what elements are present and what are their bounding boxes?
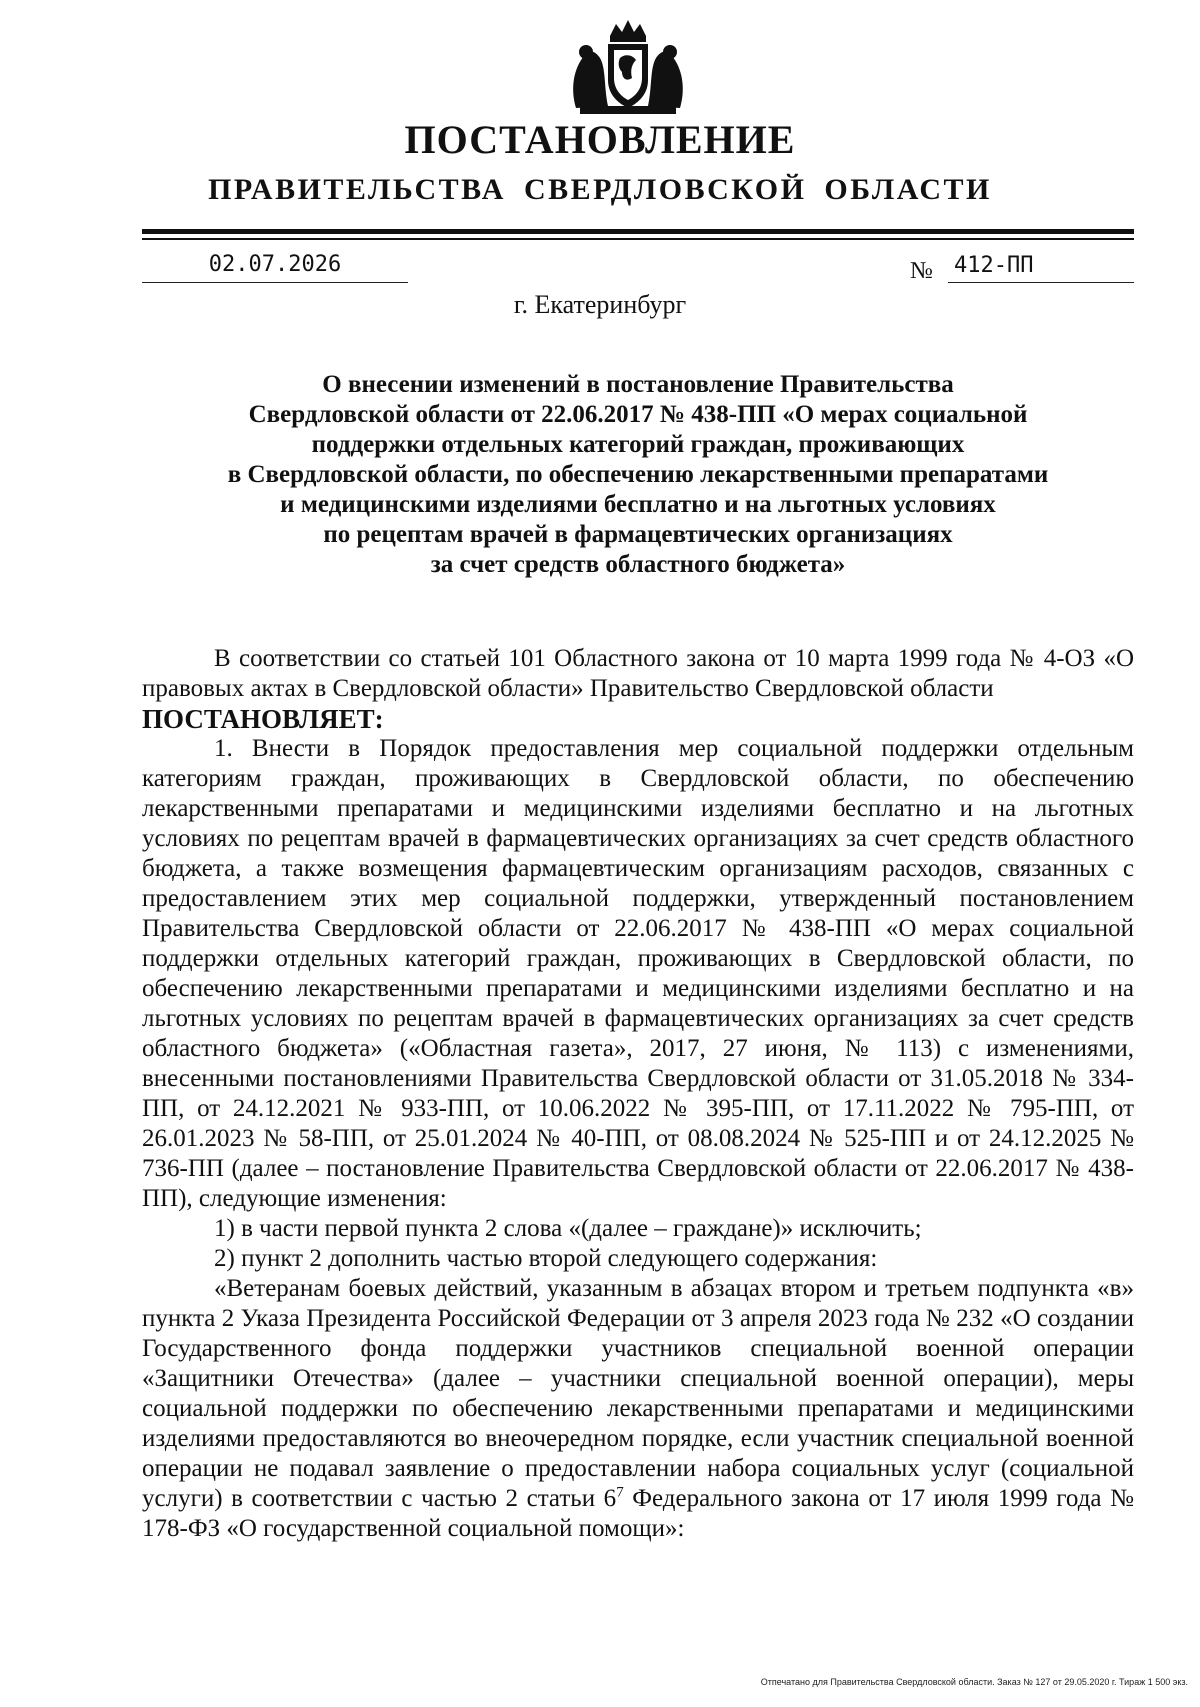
issue-city: г. Екатеринбург [513, 290, 687, 319]
item-1-paragraph: 1. Внести в Порядок предоставления мер социальной поддержки отдельным категориям граждан, проживающих в Свердловской области, по обеспечению лекарственными препаратами и медицинскими изделиями бесплатно и на льготных условиях по рецептам врачей в фармацевтических организациях за счет средств областного бюджета, а также возмещения фармацевтическим организациям расходов, связанных с предоставлением этих мер социальной поддержки, утвержденный постановлением Правительства Свердловской области от 22.06.2017 № 438-ПП «О мерах социальной поддержки отдельных категорий граждан, проживающих в Свердловской области, по обеспечению лекарственными препаратами и медицинскими изделиями бесплатно и на льготных условиях по рецептам врачей в фармацевтических организациях за счет средств областного бюджета» («Областная газета», 2017, 27 июня, № 113) с изменениями, внесенными постановлениями Правительства Свердловской области от 31.05.2018 № 334-ПП, от 24.12.2021 № 933-ПП, от 10.06.2022 № 395-ПП, от 17.11.2022 № 795-ПП, от 26.01.2023 № 58-ПП, от 25.01.2024 № 40-ПП, от 08.08.2024 № 525-ПП и от 24.12.2025 № 736-ПП (далее – постановление Правительства Свердловской области от 22.06.2017 № 438-ПП), следующие изменения: [142, 735, 1134, 1212]
document-date: 02.07.2026 [142, 248, 408, 283]
quoted-amendment-paragraph [142, 1274, 1134, 1544]
print-note: Отпечатано для Правительства Свердловской области. Заказ № 127 от 29.05.2020 г. Тираж 1 500 экз. [760, 1677, 1188, 1687]
document-number: 412-ПП [948, 250, 1134, 283]
document-type-title: ПОСТАНОВЛЕНИЕ [404, 117, 796, 162]
heading-line: за счет средств областного бюджета» [430, 551, 846, 578]
coat-of-arms-icon [566, 18, 690, 118]
heading-line: О внесении изменений в постановление Правительства [322, 371, 954, 398]
decree-word: ПОСТАНОВЛЯЕТ: [142, 704, 384, 734]
quote-text-part-1: «Ветеранам боевых действий, указанным в абзацах втором и третьем подпункта «в» пункта 2 Указа Президента Российской Федерации от 3 апреля 2023 года № 232 «О создании Государственного фонда поддержки участников специальной военной операции «Защитники Отечества» (далее – участники специальной военной операции), меры социальной поддержки по обеспечению лекарственными препаратами и медицинскими изделиями предоставляются во внеочередном порядке, если участник специальной военной операции не подавал заявление о предоставлении набора социальных услуг (социальной услуги) в соответствии с частью 2 статьи 6 [142, 1275, 1134, 1512]
subitem-1-paragraph: 1) в части первой пункта 2 слова «(далее – граждане)» исключить; [214, 1215, 922, 1242]
number-sign: № [910, 258, 933, 284]
quote-text-part-2: Федерального закона от 17 июля 1999 года № 178-ФЗ «О государственной социальной помощи»: [142, 1485, 1134, 1542]
subitem-2-paragraph: 2) пункт 2 дополнить частью второй следующего содержания: [214, 1245, 878, 1272]
document-heading [142, 370, 1134, 580]
header-divider-thick [142, 229, 1134, 234]
header-divider-thin [142, 238, 1134, 240]
heading-line: Свердловской области от 22.06.2017 № 438-ПП «О мерах социальной [248, 401, 1028, 428]
article-superscript: 7 [616, 1484, 624, 1501]
heading-line: и медицинскими изделиями бесплатно и на льготных условиях [280, 491, 996, 518]
heading-line: поддержки отдельных категорий граждан, проживающих [311, 431, 965, 458]
document-body [142, 644, 1134, 1544]
preamble-paragraph: В соответствии со статьей 101 Областного закона от 10 марта 1999 года № 4-ОЗ «О правовых актах в Свердловской области» Правительство Свердловской области [142, 645, 1134, 702]
heading-line: в Свердловской области, по обеспечению лекарственными препаратами [227, 461, 1049, 488]
issuer-title: ПРАВИТЕЛЬСТВА СВЕРДЛОВСКОЙ ОБЛАСТИ [208, 173, 992, 206]
heading-line: по рецептам врачей в фармацевтических организациях [323, 521, 953, 548]
